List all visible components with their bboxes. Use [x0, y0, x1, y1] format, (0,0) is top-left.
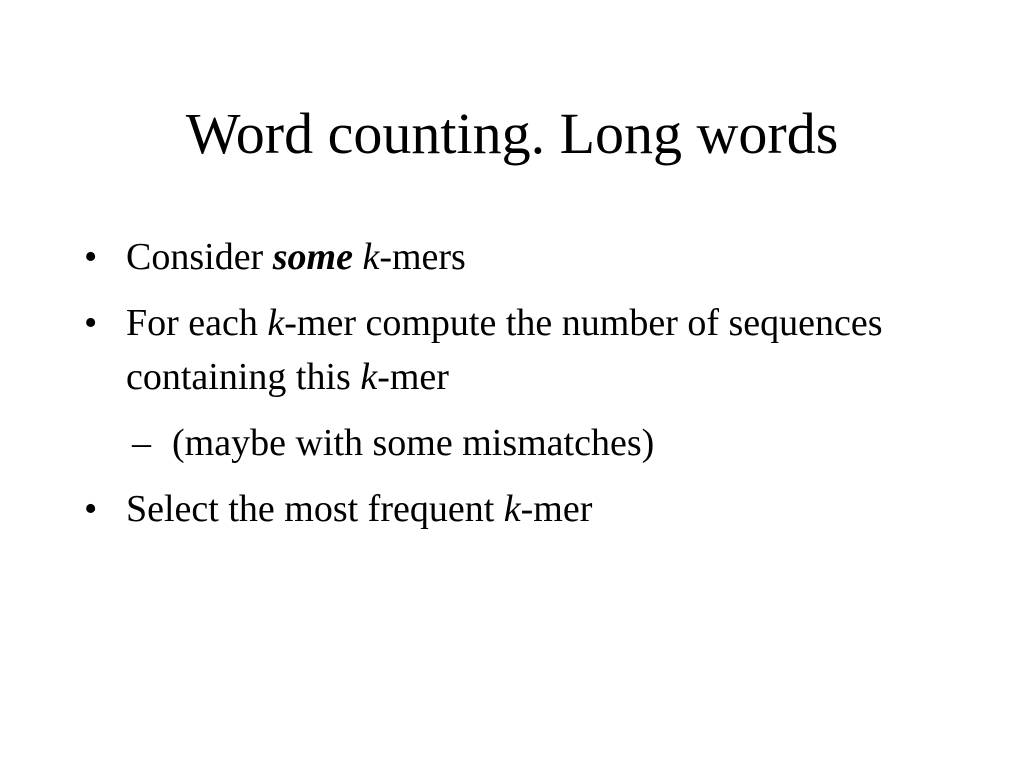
list-item	[84, 296, 886, 404]
text-run: Consider	[126, 236, 273, 278]
sub-list-item	[126, 416, 886, 470]
text-run: For each	[126, 302, 268, 344]
list-item	[84, 482, 886, 536]
list-item	[84, 230, 886, 284]
bullet-icon: •	[84, 236, 98, 278]
emphasis-text: some	[272, 236, 353, 278]
italic-k: k	[267, 302, 285, 344]
italic-k: k	[360, 356, 378, 398]
italic-k: k	[362, 236, 380, 278]
bullet-icon: •	[84, 488, 98, 530]
text-run: (maybe with some mismatches)	[172, 422, 655, 464]
bullet-icon: •	[84, 302, 98, 344]
dash-icon: –	[132, 422, 151, 464]
slide-title: Word counting. Long words	[185, 101, 839, 166]
text-run: Select the most frequent	[126, 488, 504, 530]
text-run	[353, 236, 363, 278]
italic-k: k	[503, 488, 521, 530]
text-run: -mers	[379, 236, 466, 278]
text-run: -mer compute the number of sequences containing this	[126, 302, 883, 398]
bullet-list	[84, 230, 886, 548]
text-run: -mer	[377, 356, 449, 398]
text-run: -mer	[520, 488, 593, 530]
